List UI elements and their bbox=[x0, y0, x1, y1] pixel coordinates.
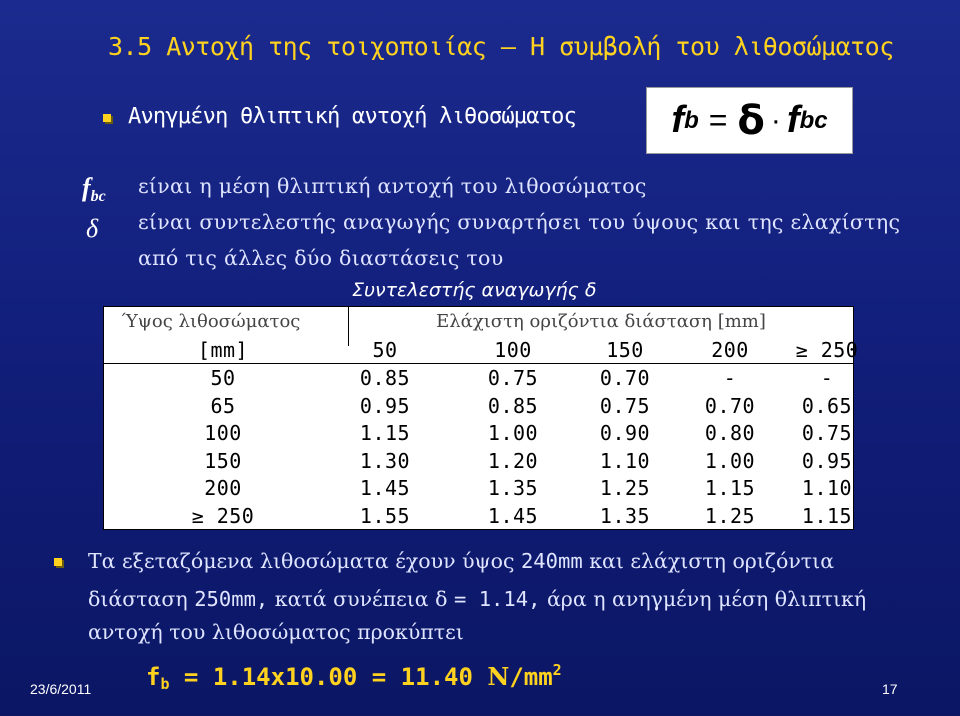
formula-box bbox=[646, 87, 853, 154]
conclusion-height-value: 240mm bbox=[520, 549, 583, 573]
formula-delta: δ bbox=[737, 97, 765, 144]
table-cell-value: 1.20 bbox=[487, 448, 539, 473]
formula-rhs-f: f bbox=[786, 99, 800, 141]
conclusion-text: Τα εξεταζόμενα λιθοσώματα έχουν ύψος bbox=[88, 549, 521, 573]
conclusion-line3: αντοχή του λιθοσώματος προκύπτει bbox=[88, 620, 464, 644]
table-cell-value: 0.95 bbox=[801, 448, 853, 473]
result-unit-n: N bbox=[487, 662, 510, 691]
result-unit-sup: 2 bbox=[552, 661, 562, 679]
symbol-fbc-f: f bbox=[82, 173, 91, 202]
formula-dot: · bbox=[770, 103, 781, 137]
conclusion-line1 bbox=[88, 549, 834, 573]
table-cell-value: 1.35 bbox=[599, 504, 651, 528]
conclusion-text: και ελάχιστη οριζόντια bbox=[582, 549, 835, 573]
definition-delta-line1: είναι συντελεστής αναγωγής συναρτήσει του ύψους και της ελαχίστης bbox=[138, 210, 901, 234]
table-cell-value: 0.75 bbox=[801, 421, 853, 446]
table-cell-value: 0.95 bbox=[359, 393, 411, 418]
row-height-label: ≥ 250 bbox=[191, 504, 255, 528]
table-cell-value: 1.55 bbox=[359, 504, 411, 528]
result-unit: /mm bbox=[509, 663, 553, 691]
table-cell-value: 1.15 bbox=[359, 421, 411, 446]
table-cell-value: 0.70 bbox=[599, 366, 651, 390]
formula-equals: = bbox=[708, 102, 728, 138]
row-height-label: 200 bbox=[204, 476, 242, 501]
row-height-label: 50 bbox=[210, 366, 236, 390]
result-sub: b bbox=[160, 675, 170, 693]
table-cell-value: 1.15 bbox=[801, 504, 853, 528]
table-cell-value: 0.75 bbox=[599, 393, 651, 418]
symbol-fbc bbox=[82, 173, 106, 206]
table-cell-value: 1.10 bbox=[599, 448, 651, 473]
width-column-header: 200 bbox=[711, 338, 749, 362]
row-height-label: 65 bbox=[210, 393, 236, 418]
height-column-header: Ύψος λιθοσώματος bbox=[121, 311, 301, 332]
table-cell-value: 1.00 bbox=[487, 421, 539, 446]
table-cell-value: 1.25 bbox=[704, 504, 756, 528]
row-height-label: 150 bbox=[204, 448, 242, 473]
table-cell-value: 1.35 bbox=[487, 476, 539, 501]
table-cell-value: 0.70 bbox=[704, 393, 756, 418]
table-cell-value: 0.80 bbox=[704, 421, 756, 446]
table-caption: Συντελεστής αναγωγής δ bbox=[352, 279, 597, 301]
conclusion-width-value: 250mm, bbox=[194, 587, 269, 611]
formula-lhs-f: f bbox=[671, 99, 685, 141]
result-expression: = 1.14x10.00 = 11.40 bbox=[169, 663, 488, 691]
table-cell-value: 1.00 bbox=[704, 448, 756, 473]
table-cell-value: 1.45 bbox=[359, 476, 411, 501]
table-cell-value: 1.25 bbox=[599, 476, 651, 501]
table-cells bbox=[103, 306, 859, 530]
formula-rhs-sub: bc bbox=[799, 106, 828, 134]
conclusion-text: άρα η ανηγμένη μέση θλιπτική bbox=[540, 587, 867, 611]
width-columns-header: Ελάχιστη οριζόντια διάσταση [mm] bbox=[436, 311, 766, 332]
square-bullet-icon bbox=[54, 558, 62, 566]
table-cell-value: - bbox=[723, 366, 737, 390]
width-column-header: ≥ 250 bbox=[795, 338, 859, 362]
conclusion-text: διάσταση bbox=[88, 587, 195, 611]
width-column-header: 50 bbox=[372, 338, 398, 362]
footer-page-number: 17 bbox=[882, 681, 898, 697]
conclusion-text: κατά συνέπεια δ bbox=[268, 587, 455, 611]
definition-fbc: είναι η μέση θλιπτική αντοχή του λιθοσώματος bbox=[138, 174, 647, 198]
result-formula bbox=[146, 661, 562, 693]
slide-title: 3.5 Αντοχή της τοιχοποιίας – Η συμβολή του λιθοσώματος bbox=[108, 32, 894, 61]
symbol-fbc-sub: bc bbox=[90, 188, 106, 205]
table-cell-value: 0.90 bbox=[599, 421, 651, 446]
symbol-delta: δ bbox=[86, 214, 99, 243]
subtitle: Ανηγμένη θλιπτική αντοχή λιθοσώματος bbox=[128, 104, 577, 129]
formula-lhs-sub: b bbox=[684, 106, 699, 134]
row-height-label: 100 bbox=[204, 421, 242, 446]
table-cell-value: 1.30 bbox=[359, 448, 411, 473]
table-cell-value: 1.15 bbox=[704, 476, 756, 501]
result-f: f bbox=[146, 663, 161, 691]
table-cell-value: 1.10 bbox=[801, 476, 853, 501]
conclusion-delta-value: = 1.14, bbox=[454, 587, 541, 611]
height-unit-header: [mm] bbox=[197, 338, 249, 362]
width-column-header: 150 bbox=[606, 338, 644, 362]
table-cell-value: 0.85 bbox=[359, 366, 411, 390]
conclusion-line2 bbox=[88, 587, 866, 611]
width-column-header: 100 bbox=[494, 338, 532, 362]
square-bullet-icon bbox=[103, 114, 111, 122]
table-cell-value: 0.65 bbox=[801, 393, 853, 418]
definition-delta-line2: από τις άλλες δύο διαστάσεις του bbox=[138, 246, 504, 270]
table-cell-value: 0.85 bbox=[487, 393, 539, 418]
table-cell-value: - bbox=[820, 366, 834, 390]
table-cell-value: 0.75 bbox=[487, 366, 539, 390]
table-cell-value: 1.45 bbox=[487, 504, 539, 528]
footer-date: 23/6/2011 bbox=[30, 681, 92, 697]
